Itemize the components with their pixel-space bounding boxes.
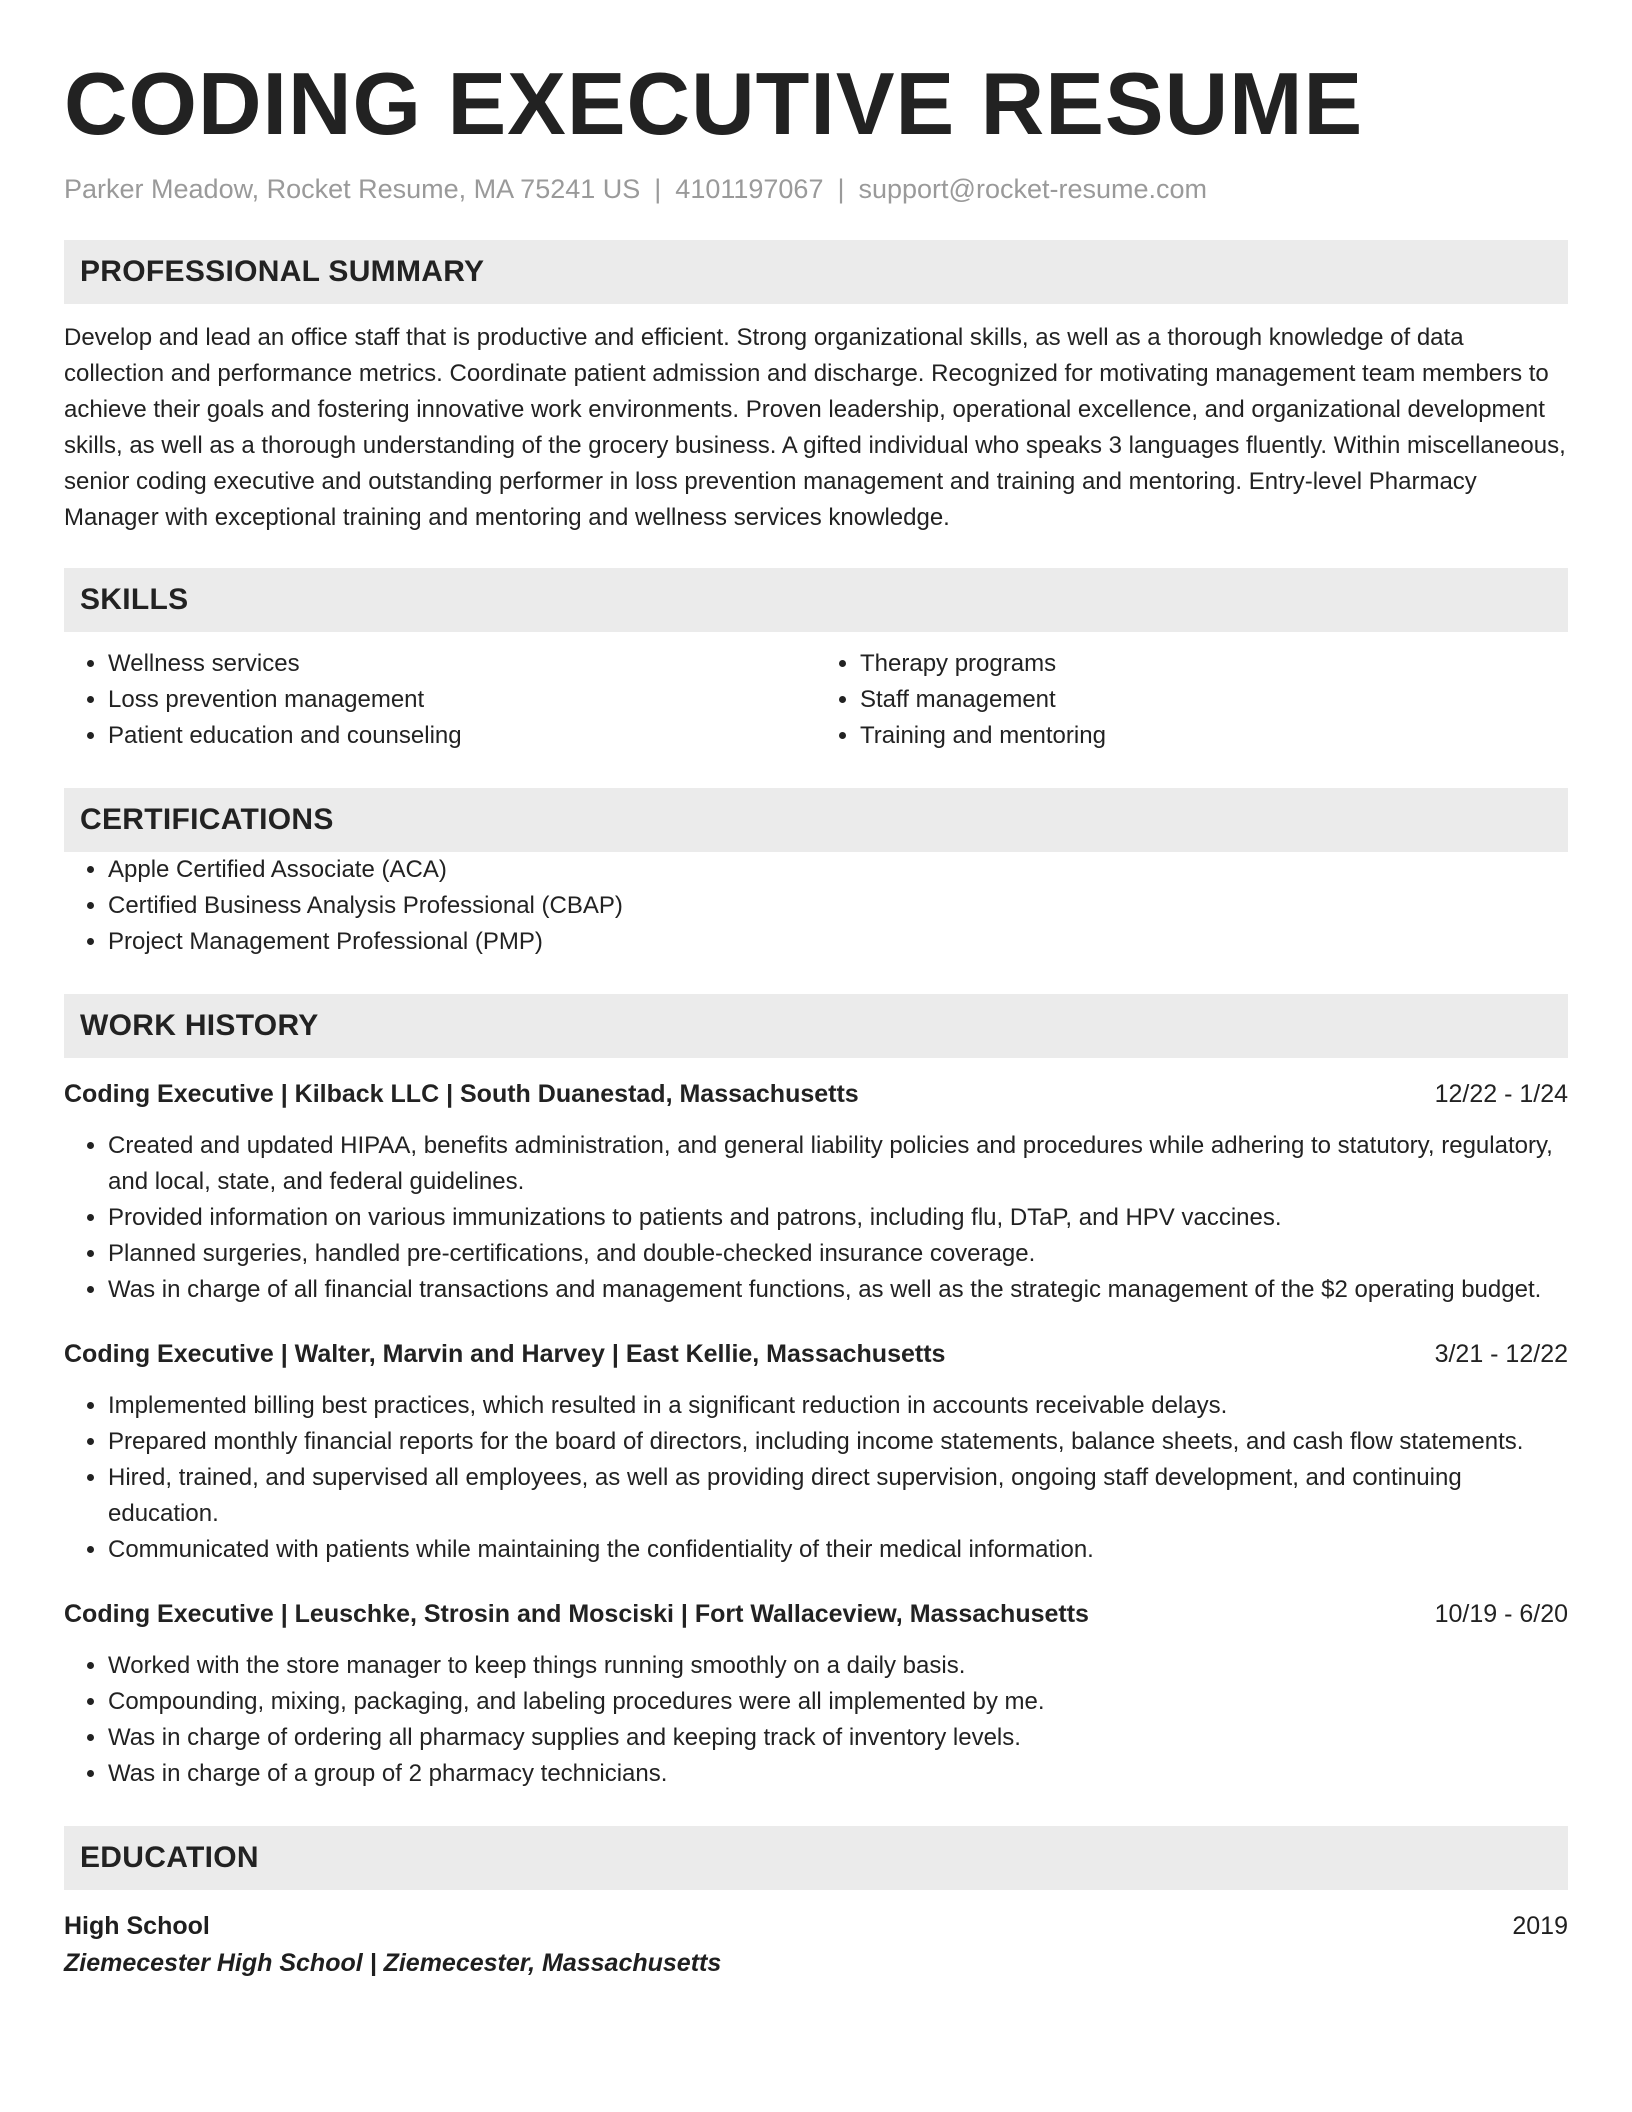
- section-header-summary: [64, 240, 1568, 304]
- certification-item: • Project Management Professional (PMP): [108, 924, 1568, 960]
- skill-item: • Staff management: [860, 682, 1568, 718]
- job-bullet: • Planned surgeries, handled pre-certifications, and double-checked insurance coverage.: [108, 1236, 1568, 1272]
- section-header-certifications: [64, 788, 1568, 852]
- education-school: Ziemecester High School | Ziemecester, Massachusetts: [64, 1949, 722, 1977]
- education-header: [64, 1908, 1568, 1944]
- job-bullet: • Hired, trained, and supervised all employees, as well as providing direct supervision, ongoing staff development, and continuing education.: [108, 1460, 1568, 1532]
- section-header-skills: [64, 568, 1568, 632]
- skill-item: • Therapy programs: [860, 646, 1568, 682]
- job-bullet: • Worked with the store manager to keep things running smoothly on a daily basis.: [108, 1648, 1568, 1684]
- contact-separator: |: [837, 174, 845, 204]
- contact-email: support@rocket-resume.com: [858, 174, 1208, 204]
- skills-list-right: [816, 646, 1568, 754]
- section-title-summary: PROFESSIONAL SUMMARY: [80, 255, 485, 288]
- job-bullet: • Implemented billing best practices, which resulted in a significant reduction in accounts receivable delays.: [108, 1388, 1568, 1424]
- contact-line: [64, 172, 1568, 206]
- section-title-work-history: WORK HISTORY: [80, 1009, 319, 1042]
- job-bullet: • Was in charge of all financial transactions and management functions, as well as the strategic management of the $2 operating budget.: [108, 1272, 1568, 1308]
- section-title-skills: SKILLS: [80, 583, 189, 616]
- job-bullet: • Compounding, mixing, packaging, and labeling procedures were all implemented by me.: [108, 1684, 1568, 1720]
- job-dates: 10/19 - 6/20: [1434, 1600, 1568, 1628]
- job-heading: Coding Executive | Walter, Marvin and Harvey | East Kellie, Massachusetts: [64, 1340, 946, 1368]
- job-bullet: • Provided information on various immunizations to patients and patrons, including flu, DTaP, and HPV vaccines.: [108, 1200, 1568, 1236]
- skill-item: • Training and mentoring: [860, 718, 1568, 754]
- job-bullet: • Was in charge of ordering all pharmacy supplies and keeping track of inventory levels.: [108, 1720, 1568, 1756]
- education-degree: High School: [64, 1912, 210, 1940]
- job-bullet: • Was in charge of a group of 2 pharmacy technicians.: [108, 1756, 1568, 1792]
- certification-item: • Apple Certified Associate (ACA): [108, 852, 1568, 888]
- job-bullet: • Created and updated HIPAA, benefits administration, and general liability policies and procedures while adhering to statutory, regulatory, and local, state, and federal guidelines.: [108, 1128, 1568, 1200]
- resume-title: CODING EXECUTIVE RESUME: [64, 54, 1364, 153]
- job-header: [64, 1336, 1568, 1372]
- job-header: [64, 1076, 1568, 1112]
- job-dates: 12/22 - 1/24: [1434, 1080, 1568, 1108]
- education-year: 2019: [1512, 1912, 1568, 1940]
- section-header-education: [64, 1826, 1568, 1890]
- job-header: [64, 1596, 1568, 1632]
- job-bullets: [64, 1388, 1568, 1568]
- skill-item: • Patient education and counseling: [108, 718, 816, 754]
- contact-address: Parker Meadow, Rocket Resume, MA 75241 US: [64, 174, 641, 204]
- skill-item: • Loss prevention management: [108, 682, 816, 718]
- skill-item: • Wellness services: [108, 646, 816, 682]
- job-heading: Coding Executive | Leuschke, Strosin and Mosciski | Fort Wallaceview, Massachusetts: [64, 1600, 1089, 1628]
- job-bullets: [64, 1128, 1568, 1308]
- certifications-list: [64, 852, 1568, 960]
- section-title-certifications: CERTIFICATIONS: [80, 803, 334, 836]
- job-dates: 3/21 - 12/22: [1434, 1340, 1568, 1368]
- job-entry: [64, 1076, 1568, 1308]
- section-header-work-history: [64, 994, 1568, 1058]
- job-entry: [64, 1596, 1568, 1792]
- summary-text: Develop and lead an office staff that is productive and efficient. Strong organizational skills, as well as a thorough knowledge of data collection and performance metrics. Coordinate patient admission and discharge. Recognized for motivating management team members to achieve their goals and fostering innovative work environments. Proven leadership, operational excellence, and organizational development skills, as well as a thorough understanding of the grocery business. A gifted individual who speaks 3 languages fluently. Within miscellaneous, senior coding executive and outstanding performer in loss prevention management and training and mentoring. Entry-level Pharmacy Manager with exceptional training and mentoring and wellness services knowledge.: [64, 324, 1566, 531]
- skills-grid: [64, 646, 1568, 754]
- job-bullets: [64, 1648, 1568, 1792]
- job-heading: Coding Executive | Kilback LLC | South Duanestad, Massachusetts: [64, 1080, 859, 1108]
- section-title-education: EDUCATION: [80, 1841, 259, 1874]
- contact-phone: 4101197067: [675, 174, 824, 204]
- job-bullet: • Communicated with patients while maintaining the confidentiality of their medical information.: [108, 1532, 1568, 1568]
- contact-separator: |: [654, 174, 662, 204]
- job-bullet: • Prepared monthly financial reports for the board of directors, including income statements, balance sheets, and cash flow statements.: [108, 1424, 1568, 1460]
- certification-item: • Certified Business Analysis Professional (CBAP): [108, 888, 1568, 924]
- job-entry: [64, 1336, 1568, 1568]
- skills-list-left: [64, 646, 816, 754]
